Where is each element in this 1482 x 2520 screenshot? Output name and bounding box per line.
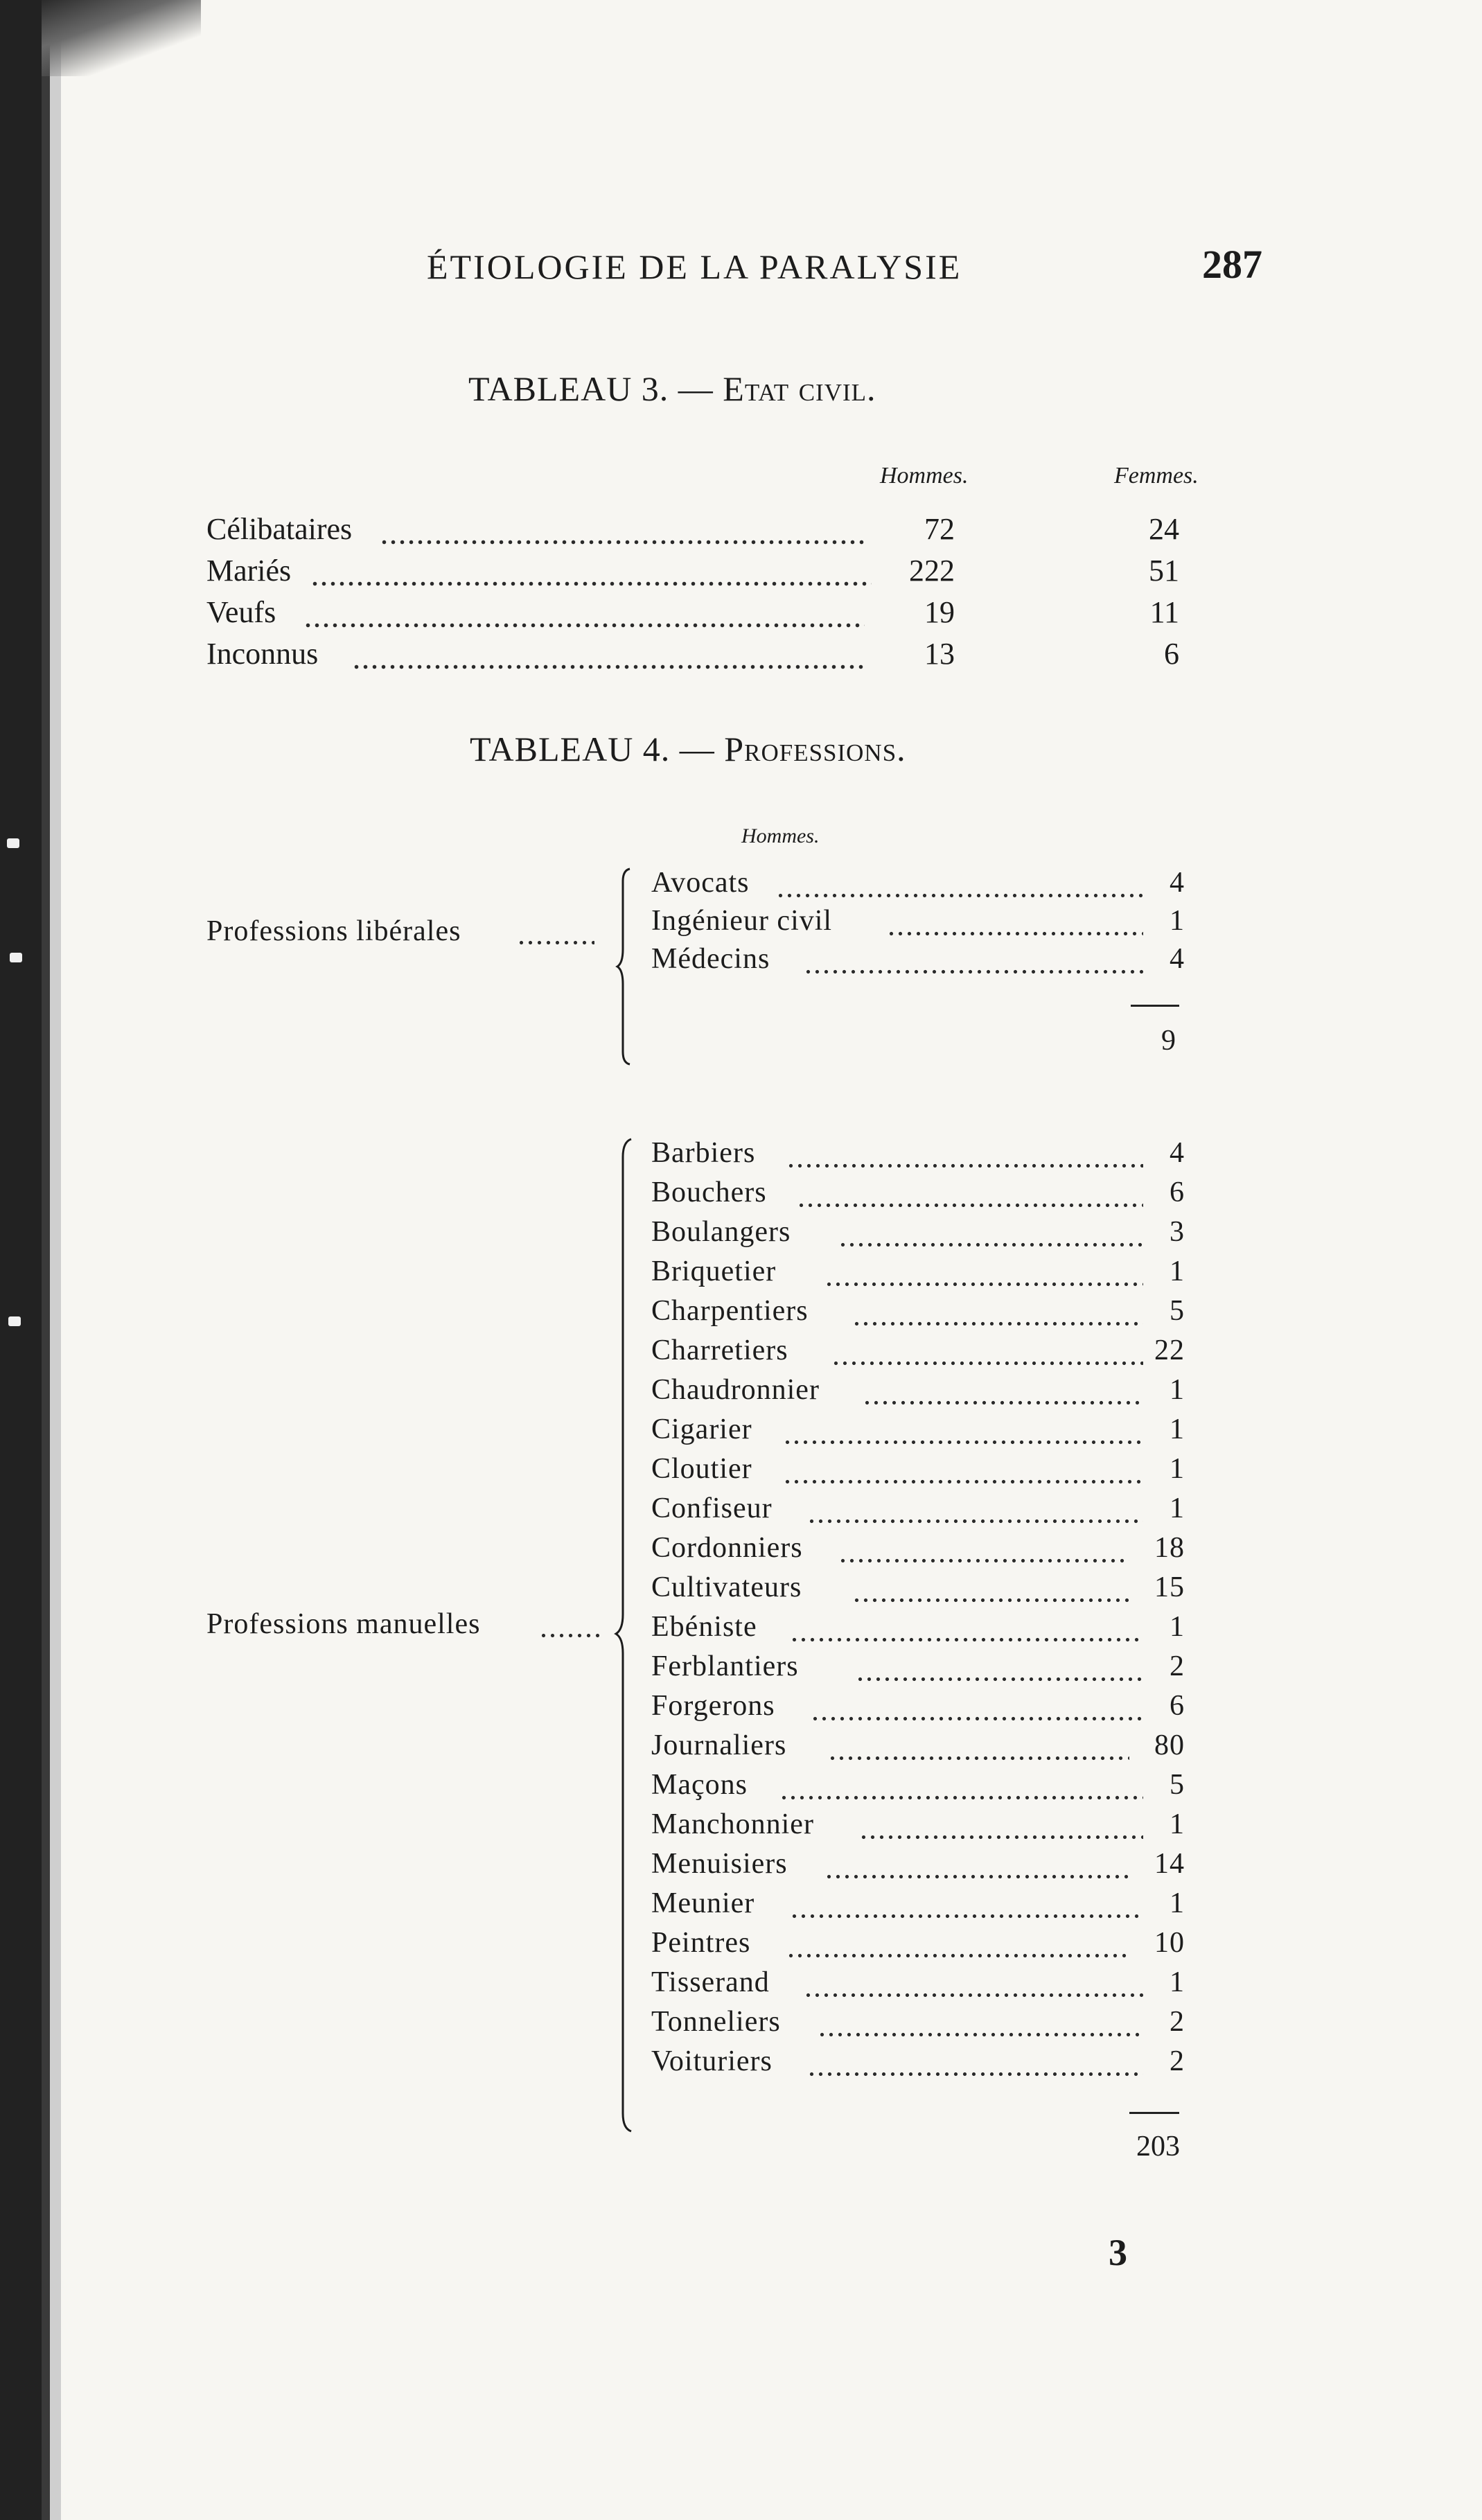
table-row: [206, 511, 1190, 553]
list-item: [651, 1294, 1185, 1333]
item-value: 2: [1170, 1650, 1185, 1682]
leader-dots: [818, 2005, 1143, 2041]
list-item: [651, 1492, 1185, 1531]
item-value: 22: [1154, 1334, 1185, 1366]
item-label: Ferblantiers: [651, 1650, 799, 1682]
item-label: Manchonnier: [651, 1808, 814, 1840]
item-label: Médecins: [651, 943, 770, 975]
hommes-value: 19: [924, 595, 955, 629]
item-label: Boulangers: [651, 1216, 791, 1248]
leader-dots: [804, 1966, 1143, 2002]
hommes-value: 72: [924, 512, 955, 546]
item-value: 18: [1154, 1532, 1185, 1564]
item-label: Bouchers: [651, 1177, 767, 1208]
leader-dots: [859, 1808, 1143, 1844]
item-label: Meunier: [651, 1887, 755, 1919]
leader-dots: [352, 636, 865, 672]
list-item: [651, 1887, 1185, 1926]
row-label: Inconnus: [206, 637, 319, 671]
leader-dots: [303, 594, 865, 631]
leader-dots: [776, 866, 1143, 902]
leader-dots: [790, 1610, 1143, 1646]
item-label: Cordonniers: [651, 1532, 803, 1564]
list-item: [651, 1610, 1185, 1649]
list-item: [651, 1729, 1185, 1768]
hommes-value: 222: [909, 554, 955, 588]
leader-dots: [807, 1492, 1143, 1528]
item-value: 1: [1170, 1413, 1185, 1445]
row-label: Célibataires: [206, 512, 353, 546]
running-head: ÉTIOLOGIE DE LA PARALYSIE: [427, 247, 962, 286]
item-label: Cloutier: [651, 1453, 752, 1485]
brace-liberales: [613, 866, 641, 1067]
list-item: [651, 1136, 1185, 1175]
list-item: [651, 904, 1185, 943]
list-item: [651, 1373, 1185, 1412]
item-value: 4: [1170, 867, 1185, 899]
list-item: [651, 1768, 1185, 1807]
leader-dots: [852, 1571, 1129, 1607]
row-label: Veufs: [206, 595, 276, 629]
item-value: 3: [1170, 1216, 1185, 1248]
liberales-total: 9: [1161, 1025, 1176, 1057]
leader-dots: [804, 942, 1143, 978]
item-label: Voituriers: [651, 2045, 773, 2077]
item-label: Charpentiers: [651, 1295, 809, 1327]
leader-dots: [828, 1729, 1129, 1765]
leader-dots: [831, 1334, 1143, 1370]
table-row: [206, 553, 1190, 594]
scan-artifact: [8, 1316, 21, 1326]
list-item: [651, 2005, 1185, 2044]
scan-artifact: [10, 953, 22, 962]
item-value: 1: [1170, 1966, 1185, 1998]
leader-dots: [811, 1689, 1143, 1725]
leader-dots: [786, 1926, 1129, 1962]
leader-dots: [852, 1294, 1143, 1330]
item-value: 1: [1170, 1453, 1185, 1485]
item-label: Forgerons: [651, 1690, 775, 1722]
item-label: Tonneliers: [651, 2006, 781, 2038]
list-item: [651, 1926, 1185, 1965]
leader-dots: [838, 1215, 1143, 1251]
scan-artifact: [7, 838, 19, 848]
item-value: 6: [1170, 1177, 1185, 1208]
item-value: 1: [1170, 1611, 1185, 1643]
list-item: [651, 1966, 1185, 2004]
leader-dots: [797, 1176, 1143, 1212]
femmes-value: 24: [1149, 512, 1179, 546]
list-item: [651, 1176, 1185, 1215]
item-label: Chaudronnier: [651, 1374, 820, 1406]
leader-dots: [779, 1768, 1143, 1804]
list-item: [651, 866, 1185, 905]
item-label: Charretiers: [651, 1334, 788, 1366]
manuelles-total: 203: [1136, 2131, 1180, 2162]
list-item: [651, 942, 1185, 981]
binding-edge: [0, 0, 61, 2520]
total-rule: [1131, 1005, 1179, 1007]
table-row: [206, 594, 1190, 636]
leader-dots: [380, 511, 865, 547]
leader-dots: [783, 1452, 1143, 1488]
list-item: [651, 1215, 1185, 1254]
tableau3-col-femmes: Femmes.: [1114, 463, 1199, 488]
item-value: 1: [1170, 1255, 1185, 1287]
row-label: Mariés: [206, 554, 292, 588]
tableau3-title: TABLEAU 3. — Etat civil.: [468, 369, 876, 408]
list-item: [651, 1650, 1185, 1689]
item-label: Tisserand: [651, 1966, 770, 1998]
item-value: 5: [1170, 1769, 1185, 1801]
femmes-value: 11: [1149, 595, 1179, 629]
item-label: Cultivateurs: [651, 1571, 802, 1603]
leader-dots: [824, 1847, 1129, 1883]
item-label: Avocats: [651, 867, 750, 899]
item-value: 1: [1170, 1887, 1185, 1919]
tableau4-title: TABLEAU 4. — Professions.: [470, 730, 906, 768]
list-item: [651, 1531, 1185, 1570]
tableau4-col-hommes: Hommes.: [741, 825, 820, 847]
leader-dots: [517, 915, 594, 948]
leader-dots: [807, 2045, 1143, 2081]
item-label: Maçons: [651, 1769, 748, 1801]
item-value: 14: [1154, 1848, 1185, 1880]
item-value: 6: [1170, 1690, 1185, 1722]
leader-dots: [790, 1887, 1143, 1923]
item-value: 4: [1170, 1137, 1185, 1169]
item-value: 2: [1170, 2006, 1185, 2038]
item-value: 10: [1154, 1927, 1185, 1959]
list-item: [651, 1808, 1185, 1847]
hommes-value: 13: [924, 637, 955, 671]
item-value: 1: [1170, 1492, 1185, 1524]
list-item: [651, 1689, 1185, 1728]
item-label: Menuisiers: [651, 1848, 788, 1880]
total-rule: [1129, 2112, 1179, 2114]
femmes-value: 6: [1164, 637, 1179, 671]
page-corner-shadow: [42, 0, 201, 76]
item-label: Journaliers: [651, 1729, 787, 1761]
item-label: Ebéniste: [651, 1611, 757, 1643]
item-value: 1: [1170, 905, 1185, 937]
page-number: 287: [1202, 242, 1262, 287]
item-value: 80: [1154, 1729, 1185, 1761]
group-label-manuelles: Professions manuelles: [206, 1608, 481, 1640]
list-item: [651, 1571, 1185, 1610]
leader-dots: [887, 904, 1143, 940]
femmes-value: 51: [1149, 554, 1179, 588]
item-label: Cigarier: [651, 1413, 752, 1445]
brace-manuelles: [613, 1136, 641, 2134]
item-value: 15: [1154, 1571, 1185, 1603]
signature-mark: 3: [1109, 2232, 1127, 2273]
list-item: [651, 1334, 1185, 1373]
item-value: 1: [1170, 1374, 1185, 1406]
leader-dots: [310, 553, 872, 589]
leader-dots: [863, 1373, 1143, 1409]
group-label-liberales: Professions libérales: [206, 915, 461, 947]
list-item: [651, 1255, 1185, 1294]
item-label: Barbiers: [651, 1137, 756, 1169]
list-item: [651, 1452, 1185, 1491]
leader-dots: [539, 1607, 603, 1641]
leader-dots: [824, 1255, 1143, 1291]
item-label: Confiseur: [651, 1492, 773, 1524]
item-label: Briquetier: [651, 1255, 777, 1287]
item-value: 4: [1170, 943, 1185, 975]
leader-dots: [786, 1136, 1143, 1172]
list-item: [651, 1847, 1185, 1886]
leader-dots: [838, 1531, 1129, 1567]
item-value: 1: [1170, 1808, 1185, 1840]
item-label: Ingénieur civil: [651, 905, 833, 937]
leader-dots: [783, 1413, 1143, 1449]
leader-dots: [856, 1650, 1143, 1686]
list-item: [651, 1413, 1185, 1452]
item-value: 5: [1170, 1295, 1185, 1327]
table-row: [206, 636, 1190, 678]
list-item: [651, 2045, 1185, 2083]
item-value: 2: [1170, 2045, 1185, 2077]
tableau3-col-hommes: Hommes.: [880, 463, 969, 488]
item-label: Peintres: [651, 1927, 751, 1959]
